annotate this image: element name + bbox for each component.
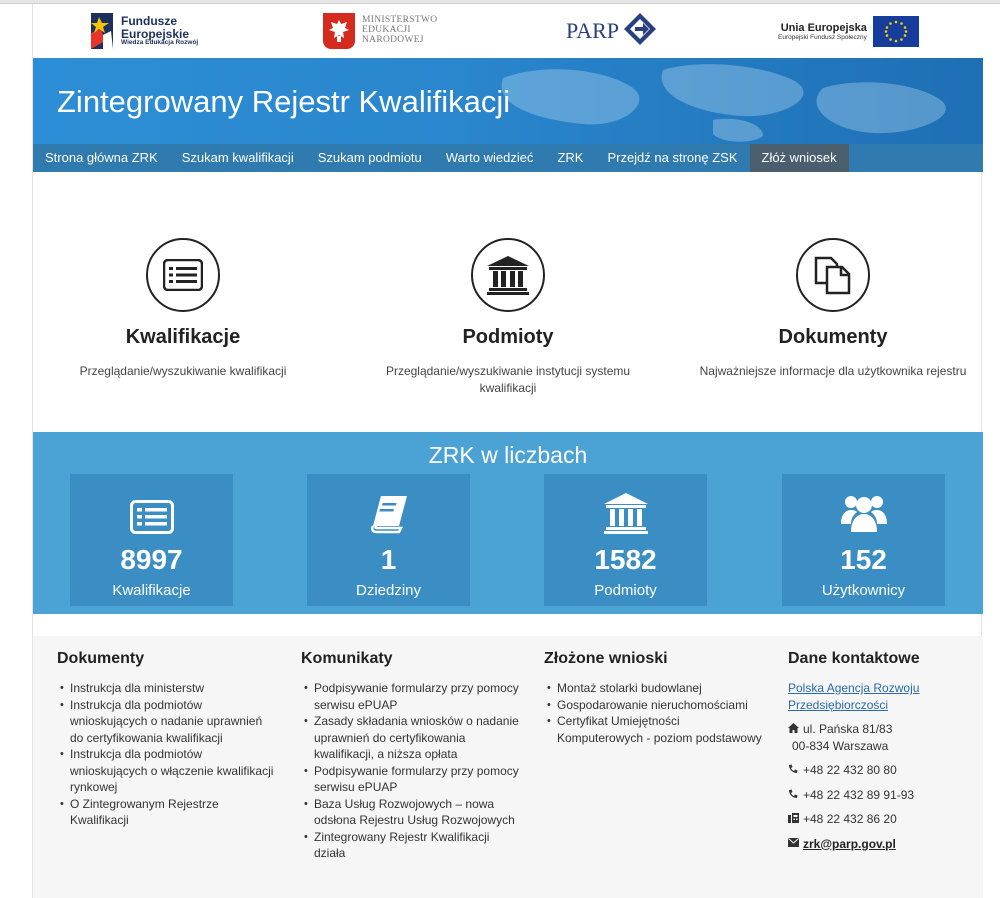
nav-item-przejdz-zsk[interactable]: Przejdź na stronę ZSK xyxy=(607,150,738,165)
stat-label: Dziedziny xyxy=(355,582,422,599)
stat-value: 1 xyxy=(380,544,397,575)
footer-list xyxy=(57,680,277,829)
footer-col-komunikaty xyxy=(301,650,521,862)
parp-diamond-icon xyxy=(623,12,657,51)
logo-bar xyxy=(33,4,983,58)
feature-desc: Przeglądanie/wyszukiwanie kwalifikacji xyxy=(79,364,287,378)
footer-link[interactable]: • Instrukcja dla podmiotów wnioskujących o nadanie uprawnień do certyfikowania kwalifikacji xyxy=(57,697,277,747)
footer-link[interactable]: • O Zintegrowanym Rejestrze Kwalifikacji xyxy=(57,796,277,829)
feature-desc: Najważniejsze informacje dla użytkownika rejestru xyxy=(699,364,967,378)
nav-item-strona-glowna[interactable]: Strona główna ZRK xyxy=(45,150,158,165)
feature-dokumenty[interactable] xyxy=(683,238,983,380)
address-row xyxy=(788,721,968,738)
fe-line2: Europejskie xyxy=(121,26,190,41)
men-logo[interactable] xyxy=(323,10,437,52)
fe-star-icon xyxy=(89,11,115,51)
main-nav xyxy=(33,144,983,172)
parp-logo[interactable] xyxy=(566,10,657,52)
footer-link[interactable]: • Podpisywanie formularzy przy pomocy serwisu ePUAP xyxy=(301,680,521,713)
feature-podmioty[interactable] xyxy=(358,238,658,397)
stat-dziedziny[interactable] xyxy=(307,474,470,606)
stat-value: 152 xyxy=(840,544,887,575)
men-line1: MINISTERSTWO xyxy=(362,15,438,26)
fe-line1: Fundusze xyxy=(121,14,177,28)
phone-row xyxy=(788,762,968,779)
footer-link[interactable]: • Instrukcja dla ministerstw xyxy=(57,680,277,697)
stat-value: 8997 xyxy=(120,544,183,575)
ue-line1: Unia Europejska xyxy=(780,21,867,34)
page-container xyxy=(32,4,982,898)
stat-label: Podmioty xyxy=(594,582,657,599)
nav-item-zrk[interactable]: ZRK xyxy=(557,150,584,165)
feature-desc: Przeglądanie/wyszukiwanie instytucji systemu kwalifikacji xyxy=(385,364,631,395)
fe-line3: Wiedza Edukacja Rozwój xyxy=(121,39,199,47)
page-title: Zintegrowany Rejestr Kwalifikacji xyxy=(57,84,511,119)
stat-kwalifikacje[interactable] xyxy=(70,474,233,606)
footer-col-wnioski xyxy=(544,650,764,746)
phone-icon xyxy=(788,762,801,776)
men-line2: EDUKACJI xyxy=(362,25,411,36)
eagle-icon xyxy=(323,13,355,49)
stats-title: ZRK w liczbach xyxy=(428,442,588,468)
institution-icon xyxy=(544,488,707,534)
home-icon xyxy=(788,721,801,735)
footer-col-dokumenty xyxy=(57,650,277,829)
documents-icon[interactable] xyxy=(796,238,870,312)
world-map-decoration xyxy=(463,58,983,144)
footer-heading: Dokumenty xyxy=(57,650,145,667)
eu-flag-icon xyxy=(873,16,919,47)
footer-link[interactable]: • Gospodarowanie nieruchomościami xyxy=(544,697,764,714)
email-row xyxy=(788,836,968,853)
footer-link[interactable]: • Podpisywanie formularzy przy pomocy serwisu ePUAP xyxy=(301,763,521,796)
list-icon xyxy=(70,488,233,534)
stat-uzytkownicy[interactable] xyxy=(782,474,945,606)
unia-europejska-logo[interactable] xyxy=(778,10,919,52)
ue-line2: Europejski Fundusz Społeczny xyxy=(778,33,867,41)
fax-number: +48 22 432 86 20 xyxy=(803,812,897,826)
nav-item-zloz-wniosek[interactable]: Złóż wniosek xyxy=(750,144,849,172)
nav-item-szukam-kwalifikacji[interactable]: Szukam kwalifikacji xyxy=(181,150,294,165)
feature-title[interactable]: Kwalifikacje xyxy=(125,326,241,348)
phone-row-2 xyxy=(788,787,968,804)
stats-section xyxy=(33,432,983,614)
footer-list xyxy=(301,680,521,862)
fax-row xyxy=(788,811,968,828)
phone-number: +48 22 432 89 91-93 xyxy=(803,787,915,802)
men-line3: NARODOWEJ xyxy=(362,34,424,45)
stat-podmioty[interactable] xyxy=(544,474,707,606)
footer-link[interactable]: • Montaż stolarki budowlanej xyxy=(544,680,764,697)
stat-value: 1582 xyxy=(594,544,657,575)
parp-text: PARP xyxy=(566,18,620,43)
footer-link[interactable]: • Zasady składania wniosków o nadanie uprawnień do certyfikowania kwalifikacji, a niższa opłata xyxy=(301,713,521,763)
phone-number: +48 22 432 80 80 xyxy=(803,763,897,777)
feature-kwalifikacje[interactable] xyxy=(33,238,333,380)
book-icon xyxy=(307,488,470,534)
header-banner xyxy=(33,58,983,144)
stat-label: Kwalifikacje xyxy=(112,582,191,599)
parp-link[interactable]: Polska Agencja Rozwoju Przedsiębiorczości xyxy=(788,681,920,712)
footer-heading: Złożone wnioski xyxy=(544,650,668,667)
nav-item-szukam-podmiotu[interactable]: Szukam podmiotu xyxy=(317,150,422,165)
stat-label: Użytkownicy xyxy=(821,582,906,599)
address-line1: ul. Pańska 81/83 xyxy=(803,722,893,736)
footer-list xyxy=(544,680,764,746)
footer xyxy=(33,636,983,898)
address-row-2 xyxy=(788,738,968,755)
users-icon xyxy=(782,488,945,534)
fax-icon xyxy=(788,811,801,825)
email-link[interactable]: zrk@parp.gov.pl xyxy=(803,836,896,851)
phone-icon xyxy=(788,787,801,801)
nav-item-warto-wiedziec[interactable]: Warto wiedzieć xyxy=(445,150,534,165)
footer-link[interactable]: • Instrukcja dla podmiotów wnioskujących o włączenie kwalifikacji rynkowej xyxy=(57,746,277,796)
fundusze-europejskie-logo[interactable] xyxy=(89,10,198,52)
list-icon[interactable] xyxy=(146,238,220,312)
feature-title[interactable]: Podmioty xyxy=(462,326,554,348)
footer-link[interactable]: • Zintegrowany Rejestr Kwalifikacji działa xyxy=(301,829,521,862)
footer-link[interactable]: • Certyfikat Umiejętności Komputerowych - poziom podstawowy xyxy=(544,713,764,746)
footer-heading: Komunikaty xyxy=(301,650,393,667)
footer-link[interactable]: • Baza Usług Rozwojowych – nowa odsłona Rejestru Usług Rozwojowych xyxy=(301,796,521,829)
address-line2: 00-834 Warszawa xyxy=(792,738,889,753)
envelope-icon xyxy=(788,836,801,850)
footer-heading: Dane kontaktowe xyxy=(788,650,920,667)
feature-title[interactable]: Dokumenty xyxy=(778,326,888,348)
footer-col-kontakt xyxy=(788,650,968,852)
institution-icon[interactable] xyxy=(471,238,545,312)
